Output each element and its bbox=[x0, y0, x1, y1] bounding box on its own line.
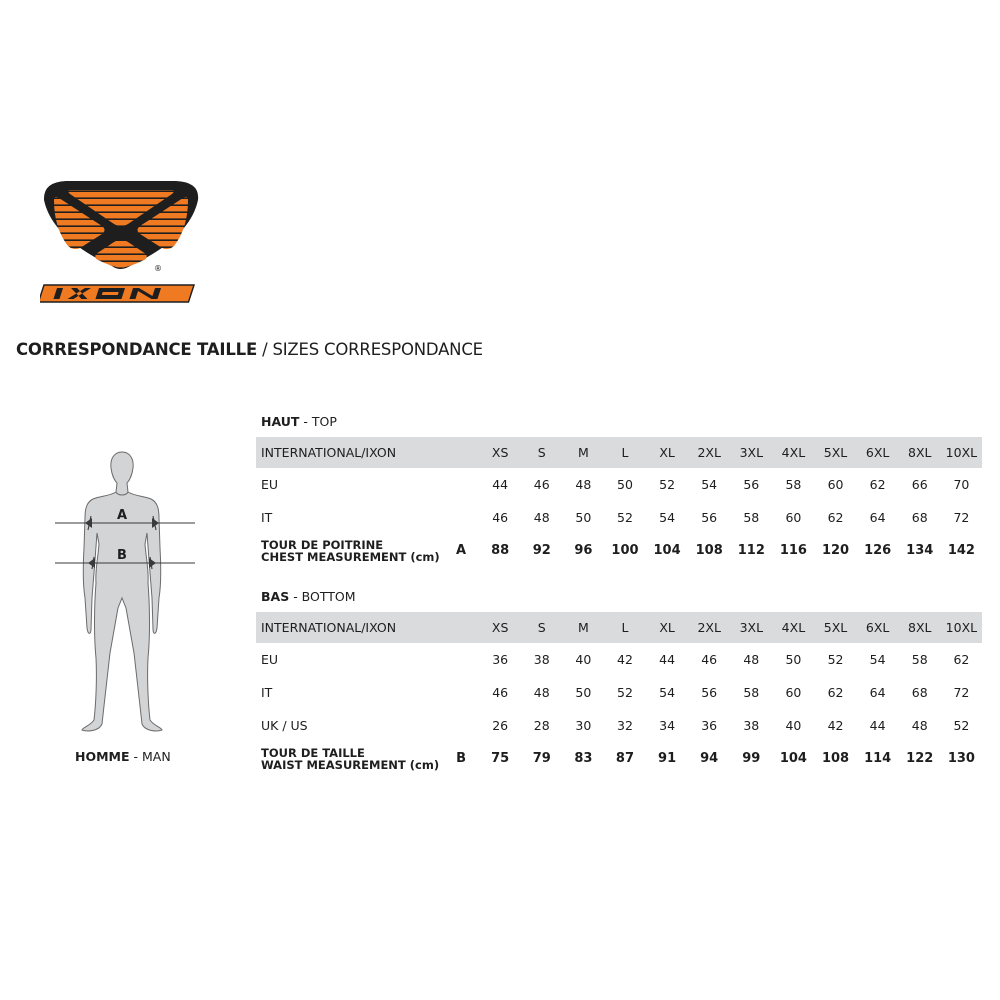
size-value: 56 bbox=[701, 510, 718, 525]
measure-marker: A bbox=[456, 543, 467, 558]
size-value: 66 bbox=[911, 477, 928, 492]
size-value: 36 bbox=[492, 652, 509, 667]
size-value: 44 bbox=[869, 718, 886, 733]
chest-measurement-label bbox=[256, 534, 443, 567]
measure-label-en: CHEST MEASUREMENT (cm) bbox=[261, 549, 440, 564]
measure-value: 83 bbox=[574, 751, 593, 766]
measure-value: 114 bbox=[864, 751, 892, 766]
size-value: 54 bbox=[701, 477, 718, 492]
size-value: 58 bbox=[911, 652, 928, 667]
top-row-it bbox=[256, 501, 982, 534]
size-value: 62 bbox=[827, 685, 844, 700]
size-value: 58 bbox=[785, 477, 802, 492]
size-value: 46 bbox=[492, 685, 509, 700]
size-header: 6XL bbox=[857, 612, 899, 643]
size-value: 70 bbox=[953, 477, 970, 492]
marker-spacer bbox=[443, 612, 480, 643]
size-value: 72 bbox=[953, 510, 970, 525]
measure-value: 130 bbox=[947, 751, 975, 766]
measure-value: 99 bbox=[742, 751, 761, 766]
size-header: 8XL bbox=[899, 612, 941, 643]
size-value: 40 bbox=[575, 652, 592, 667]
size-header: L bbox=[604, 612, 646, 643]
top-size-table bbox=[256, 437, 982, 567]
size-header: 5XL bbox=[814, 612, 856, 643]
row-label: IT bbox=[261, 685, 273, 700]
size-value: 56 bbox=[743, 477, 760, 492]
size-header: XS bbox=[480, 612, 521, 643]
marker-spacer bbox=[443, 468, 480, 501]
size-value: 68 bbox=[911, 510, 928, 525]
top-header-row bbox=[256, 437, 982, 468]
size-value: 68 bbox=[911, 685, 928, 700]
size-value: 44 bbox=[492, 477, 509, 492]
measure-value: 75 bbox=[491, 751, 510, 766]
size-value: 54 bbox=[869, 652, 886, 667]
page-title bbox=[16, 340, 483, 359]
size-value: 48 bbox=[743, 652, 760, 667]
size-header: 2XL bbox=[688, 612, 730, 643]
marker-spacer bbox=[443, 501, 480, 534]
size-header: XL bbox=[646, 437, 688, 468]
measure-label-fr: TOUR DE TAILLE bbox=[261, 745, 365, 760]
size-value: 28 bbox=[533, 718, 550, 733]
size-value: 48 bbox=[575, 477, 592, 492]
size-value: 52 bbox=[827, 652, 844, 667]
size-value: 62 bbox=[827, 510, 844, 525]
ixon-emblem bbox=[40, 178, 202, 306]
top-title-fr: HAUT bbox=[261, 414, 300, 429]
size-value: 54 bbox=[659, 510, 676, 525]
size-value: 60 bbox=[785, 510, 802, 525]
size-value: 52 bbox=[617, 685, 633, 700]
size-value: 52 bbox=[659, 477, 676, 492]
marker-b-label: B bbox=[117, 548, 127, 563]
top-header-label: INTERNATIONAL/IXON bbox=[256, 437, 443, 468]
measure-value: 91 bbox=[658, 751, 677, 766]
measure-value: 96 bbox=[574, 543, 593, 558]
man-silhouette bbox=[50, 448, 200, 738]
size-value: 64 bbox=[869, 510, 886, 525]
size-value: 44 bbox=[659, 652, 676, 667]
figure-caption bbox=[75, 749, 171, 764]
size-value: 26 bbox=[492, 718, 509, 733]
size-header: 2XL bbox=[688, 437, 730, 468]
size-value: 58 bbox=[743, 685, 760, 700]
top-section-title bbox=[261, 414, 337, 429]
measure-label-fr: TOUR DE POITRINE bbox=[261, 537, 384, 552]
measure-value: 88 bbox=[491, 543, 510, 558]
size-value: 48 bbox=[533, 685, 550, 700]
size-header: L bbox=[604, 437, 646, 468]
size-value: 62 bbox=[953, 652, 970, 667]
bottom-section-title bbox=[261, 589, 356, 604]
size-value: 38 bbox=[533, 652, 550, 667]
measure-value: 142 bbox=[947, 543, 975, 558]
registered-mark: ® bbox=[154, 264, 162, 273]
measure-value: 87 bbox=[615, 751, 635, 766]
bottom-table-body bbox=[256, 612, 982, 775]
size-value: 54 bbox=[659, 685, 676, 700]
marker-spacer bbox=[443, 709, 480, 742]
size-value: 48 bbox=[911, 718, 928, 733]
figure-caption-en: - MAN bbox=[133, 749, 171, 764]
page-title-en: / SIZES CORRESPONDANCE bbox=[262, 340, 483, 359]
bottom-row-it bbox=[256, 676, 982, 709]
bottom-title-fr: BAS bbox=[261, 589, 290, 604]
measure-value: 104 bbox=[653, 543, 681, 558]
size-header: 4XL bbox=[772, 612, 814, 643]
size-value: 72 bbox=[953, 685, 970, 700]
size-value: 32 bbox=[617, 718, 633, 733]
size-header: 5XL bbox=[814, 437, 856, 468]
size-header: 6XL bbox=[857, 437, 899, 468]
top-table-body bbox=[256, 437, 982, 567]
size-value: 60 bbox=[827, 477, 844, 492]
top-row-eu bbox=[256, 468, 982, 501]
size-header: 8XL bbox=[899, 437, 941, 468]
ixon-wordmark bbox=[40, 285, 194, 302]
size-header: S bbox=[521, 437, 563, 468]
top-title-en: - TOP bbox=[303, 414, 337, 429]
size-value: 30 bbox=[575, 718, 592, 733]
marker-a-label: A bbox=[116, 508, 128, 523]
measure-value: 108 bbox=[821, 751, 850, 766]
size-header: 3XL bbox=[730, 612, 772, 643]
size-value: 52 bbox=[617, 510, 633, 525]
figure-caption-fr: HOMME bbox=[75, 749, 130, 764]
size-header: 10XL bbox=[941, 437, 982, 468]
size-header: 3XL bbox=[730, 437, 772, 468]
size-value: 50 bbox=[617, 477, 633, 492]
size-value: 64 bbox=[869, 685, 886, 700]
size-header: 10XL bbox=[941, 612, 982, 643]
size-value: 46 bbox=[492, 510, 509, 525]
row-label: IT bbox=[261, 510, 273, 525]
marker-spacer bbox=[443, 643, 480, 676]
measure-value: 94 bbox=[700, 751, 719, 766]
row-label: UK / US bbox=[261, 718, 308, 733]
size-value: 36 bbox=[701, 718, 718, 733]
bottom-title-en: - BOTTOM bbox=[293, 589, 356, 604]
body-measurement-figure bbox=[50, 448, 200, 738]
measure-value: 108 bbox=[695, 543, 723, 558]
ixon-logo bbox=[40, 178, 202, 306]
size-value: 50 bbox=[785, 652, 802, 667]
row-label: EU bbox=[261, 652, 279, 667]
bottom-row-eu bbox=[256, 643, 982, 676]
size-value: 56 bbox=[701, 685, 718, 700]
size-value: 62 bbox=[869, 477, 886, 492]
chest-measurement-row bbox=[256, 534, 982, 567]
size-value: 34 bbox=[659, 718, 676, 733]
measure-value: 92 bbox=[532, 543, 551, 558]
measure-value: 126 bbox=[864, 543, 892, 558]
bottom-header-row bbox=[256, 612, 982, 643]
measure-label-en: WAIST MEASUREMENT (cm) bbox=[261, 757, 440, 772]
marker-spacer bbox=[443, 676, 480, 709]
waist-measurement-label bbox=[256, 742, 443, 775]
size-value: 42 bbox=[617, 652, 633, 667]
size-header: XL bbox=[646, 612, 688, 643]
page-title-fr: CORRESPONDANCE TAILLE bbox=[16, 340, 258, 359]
size-value: 58 bbox=[743, 510, 760, 525]
size-value: 46 bbox=[701, 652, 718, 667]
measure-value: 134 bbox=[906, 543, 934, 558]
size-value: 60 bbox=[785, 685, 802, 700]
size-header: 4XL bbox=[772, 437, 814, 468]
size-value: 48 bbox=[533, 510, 550, 525]
measure-value: 79 bbox=[532, 751, 551, 766]
bottom-row-uk-us bbox=[256, 709, 982, 742]
measure-value: 122 bbox=[906, 751, 934, 766]
measure-value: 100 bbox=[611, 543, 639, 558]
size-header: M bbox=[563, 612, 604, 643]
row-label: EU bbox=[261, 477, 279, 492]
size-value: 52 bbox=[953, 718, 970, 733]
size-header: M bbox=[563, 437, 604, 468]
size-value: 40 bbox=[785, 718, 802, 733]
measure-marker: B bbox=[456, 751, 466, 766]
size-value: 46 bbox=[533, 477, 550, 492]
marker-spacer bbox=[443, 437, 480, 468]
size-value: 50 bbox=[575, 685, 592, 700]
waist-measurement-row bbox=[256, 742, 982, 775]
measure-value: 120 bbox=[821, 543, 850, 558]
measure-value: 112 bbox=[737, 543, 765, 558]
bottom-size-table bbox=[256, 612, 982, 775]
size-value: 50 bbox=[575, 510, 592, 525]
size-header: XS bbox=[480, 437, 521, 468]
size-value: 38 bbox=[743, 718, 760, 733]
bottom-header-label: INTERNATIONAL/IXON bbox=[256, 612, 443, 643]
measure-value: 104 bbox=[779, 751, 807, 766]
size-header: S bbox=[521, 612, 563, 643]
measure-value: 116 bbox=[779, 543, 807, 558]
size-value: 42 bbox=[827, 718, 844, 733]
